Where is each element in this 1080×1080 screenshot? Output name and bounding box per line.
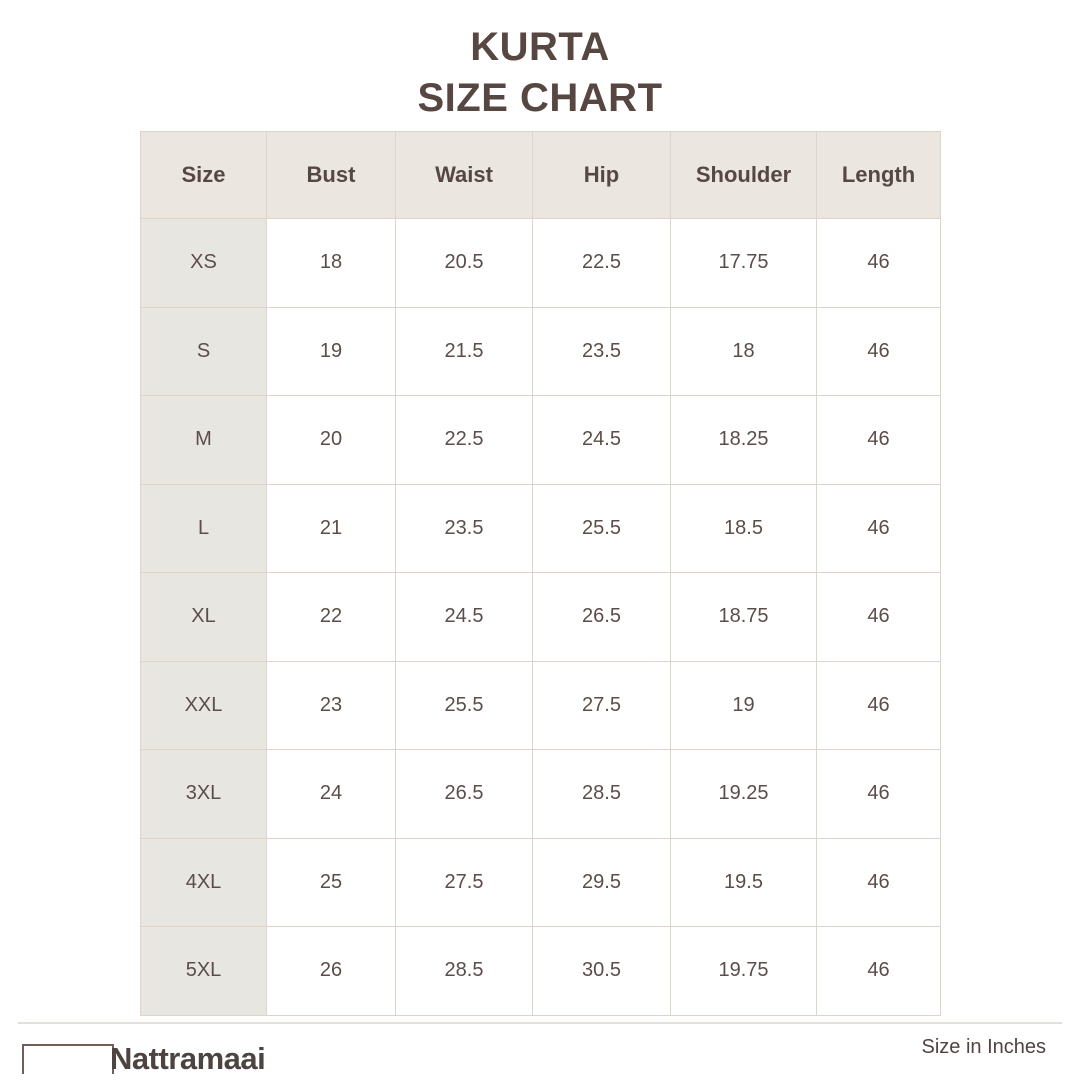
units-note: Size in Inches xyxy=(921,1036,1046,1058)
cell-shoulder: 18 xyxy=(671,307,817,396)
cell-bust: 23 xyxy=(267,661,396,750)
cell-size: XS xyxy=(141,219,267,308)
cell-shoulder: 18.75 xyxy=(671,573,817,662)
cell-length: 46 xyxy=(817,573,941,662)
cell-shoulder: 19.5 xyxy=(671,838,817,927)
column-header-waist: Waist xyxy=(396,132,533,219)
cell-waist: 20.5 xyxy=(396,219,533,308)
cell-shoulder: 19 xyxy=(671,661,817,750)
cell-size: XL xyxy=(141,573,267,662)
cell-length: 46 xyxy=(817,750,941,839)
table-header-row xyxy=(141,132,941,219)
cell-bust: 25 xyxy=(267,838,396,927)
table-row xyxy=(141,219,941,308)
title-line-1: KURTA xyxy=(470,25,610,69)
cell-length: 46 xyxy=(817,838,941,927)
cell-waist: 26.5 xyxy=(396,750,533,839)
cell-hip: 27.5 xyxy=(533,661,671,750)
column-header-size: Size xyxy=(141,132,267,219)
cell-size: 4XL xyxy=(141,838,267,927)
title-line-2: SIZE CHART xyxy=(417,76,663,121)
cell-length: 46 xyxy=(817,307,941,396)
cell-bust: 21 xyxy=(267,484,396,573)
cell-bust: 20 xyxy=(267,396,396,485)
table-row xyxy=(141,927,941,1016)
cell-waist: 21.5 xyxy=(396,307,533,396)
cell-hip: 24.5 xyxy=(533,396,671,485)
cell-waist: 24.5 xyxy=(396,573,533,662)
column-header-hip: Hip xyxy=(533,132,671,219)
brand-logo xyxy=(22,1028,265,1076)
cell-size: XXL xyxy=(141,661,267,750)
cell-hip: 28.5 xyxy=(533,750,671,839)
cell-shoulder: 18.5 xyxy=(671,484,817,573)
cell-bust: 18 xyxy=(267,219,396,308)
cell-waist: 23.5 xyxy=(396,484,533,573)
cell-size: S xyxy=(141,307,267,396)
brand-mark-icon xyxy=(22,1044,114,1074)
size-table xyxy=(140,131,941,1016)
table-header xyxy=(141,132,941,219)
cell-size: M xyxy=(141,396,267,485)
brand-name: Nattramaai xyxy=(110,1041,266,1076)
cell-hip: 30.5 xyxy=(533,927,671,1016)
cell-size: 3XL xyxy=(141,750,267,839)
cell-waist: 27.5 xyxy=(396,838,533,927)
cell-bust: 24 xyxy=(267,750,396,839)
cell-length: 46 xyxy=(817,927,941,1016)
table-row xyxy=(141,484,941,573)
cell-hip: 29.5 xyxy=(533,838,671,927)
column-header-bust: Bust xyxy=(267,132,396,219)
table-row xyxy=(141,661,941,750)
cell-shoulder: 19.25 xyxy=(671,750,817,839)
footer-divider xyxy=(18,1022,1062,1024)
cell-bust: 22 xyxy=(267,573,396,662)
cell-hip: 22.5 xyxy=(533,219,671,308)
footer xyxy=(0,1022,1080,1080)
cell-bust: 19 xyxy=(267,307,396,396)
cell-length: 46 xyxy=(817,396,941,485)
table-row xyxy=(141,838,941,927)
cell-shoulder: 18.25 xyxy=(671,396,817,485)
table-row xyxy=(141,396,941,485)
size-table-container xyxy=(140,131,940,1016)
table-row xyxy=(141,573,941,662)
cell-size: 5XL xyxy=(141,927,267,1016)
cell-shoulder: 19.75 xyxy=(671,927,817,1016)
table-row xyxy=(141,307,941,396)
cell-length: 46 xyxy=(817,484,941,573)
cell-hip: 26.5 xyxy=(533,573,671,662)
cell-size: L xyxy=(141,484,267,573)
column-header-shoulder: Shoulder xyxy=(671,132,817,219)
cell-waist: 25.5 xyxy=(396,661,533,750)
column-header-length: Length xyxy=(817,132,941,219)
cell-length: 46 xyxy=(817,219,941,308)
cell-waist: 22.5 xyxy=(396,396,533,485)
cell-hip: 25.5 xyxy=(533,484,671,573)
table-body xyxy=(141,219,941,1016)
table-row xyxy=(141,750,941,839)
cell-hip: 23.5 xyxy=(533,307,671,396)
cell-shoulder: 17.75 xyxy=(671,219,817,308)
cell-length: 46 xyxy=(817,661,941,750)
cell-bust: 26 xyxy=(267,927,396,1016)
cell-waist: 28.5 xyxy=(396,927,533,1016)
page-title xyxy=(0,0,1080,124)
